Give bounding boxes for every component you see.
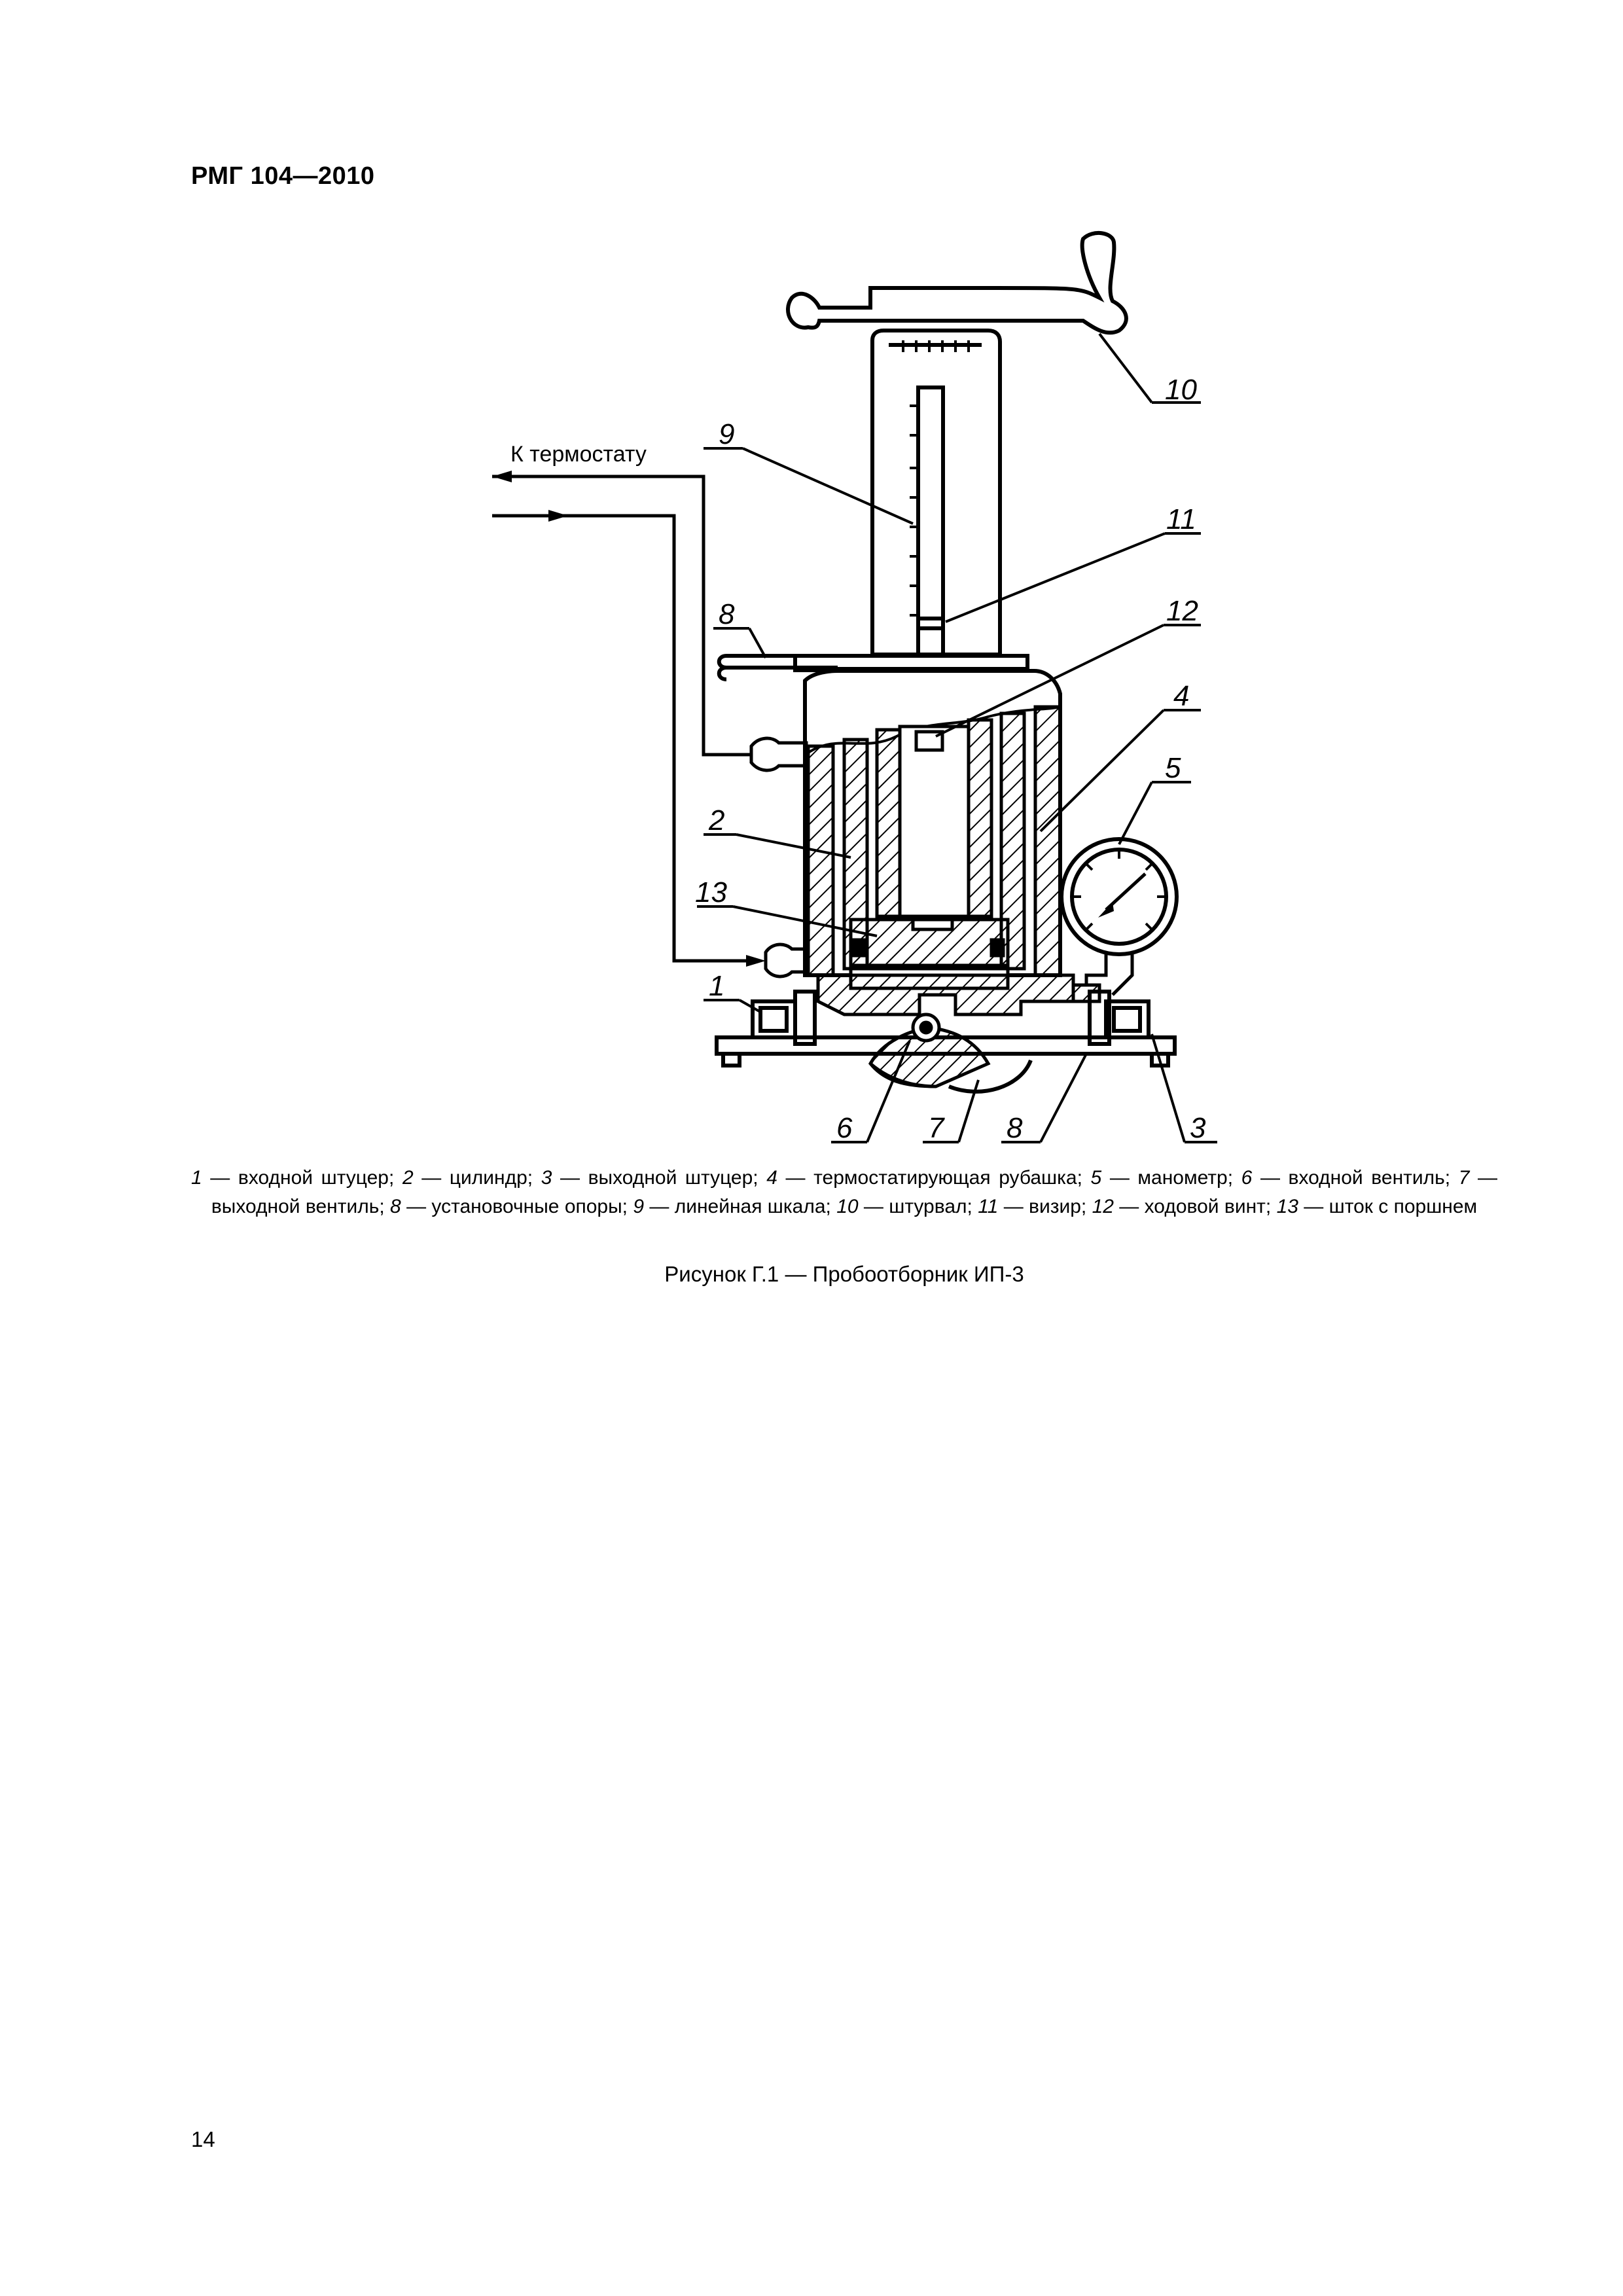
thermostat-pipes: [492, 471, 808, 977]
legend-text: — визир;: [998, 1196, 1092, 1217]
legend-number: 1: [191, 1167, 202, 1189]
callout-3: 3: [1190, 1112, 1206, 1144]
callout-5: 5: [1165, 752, 1181, 784]
document-header: РМГ 104—2010: [191, 162, 375, 190]
legend-text: — установочные опоры;: [401, 1196, 633, 1217]
legend-text: — выходной штуцер;: [552, 1167, 767, 1189]
legend-number: 6: [1241, 1167, 1253, 1189]
callout-10: 10: [1165, 374, 1197, 406]
figure-legend: [191, 1164, 1497, 1221]
cylinder: [877, 720, 991, 916]
callout-1: 1: [709, 970, 725, 1002]
base-block: [818, 975, 1099, 1014]
callout-8-bottom: 8: [1007, 1112, 1023, 1144]
callout-6: 6: [836, 1112, 853, 1144]
handwheel: [788, 233, 1126, 332]
legend-number: 7: [1458, 1167, 1470, 1189]
legend-number: 10: [836, 1196, 859, 1217]
legend-text: — шток с поршнем: [1298, 1196, 1478, 1217]
callout-8-top: 8: [719, 598, 735, 630]
callout-11: 11: [1166, 503, 1196, 535]
figure-caption: Рисунок Г.1 — Пробоотборник ИП-3: [664, 1262, 1024, 1286]
legend-text: — цилиндр;: [413, 1167, 541, 1189]
manometer: [1061, 839, 1177, 995]
legend-number: 5: [1090, 1167, 1102, 1189]
callout-2: 2: [709, 804, 725, 836]
callout-4: 4: [1173, 680, 1190, 712]
legend-number: 9: [633, 1196, 645, 1217]
legend-number: 2: [402, 1167, 414, 1189]
legend-number: 11: [978, 1196, 999, 1217]
legend-number: 13: [1276, 1196, 1298, 1217]
callout-12: 12: [1166, 595, 1198, 627]
legend-text: — ходовой винт;: [1113, 1196, 1277, 1217]
legend-text: — термостатирующая рубашка;: [777, 1167, 1091, 1189]
sampler-diagram: [458, 223, 1243, 1145]
legend-number: 12: [1092, 1196, 1114, 1217]
legend-text: — штурвал;: [858, 1196, 978, 1217]
legend-number: 8: [390, 1196, 401, 1217]
page-number: 14: [191, 2127, 215, 2151]
linear-scale: [910, 387, 943, 655]
scale-housing: [872, 331, 1000, 655]
pipe-label: К термостату: [510, 442, 647, 467]
legend-text: — входной вентиль;: [1252, 1167, 1459, 1189]
legend-number: 4: [766, 1167, 777, 1189]
legend-text: — манометр;: [1101, 1167, 1241, 1189]
legend-text: — входной штуцер;: [202, 1167, 402, 1189]
callout-13: 13: [695, 876, 727, 908]
callout-7: 7: [928, 1112, 944, 1144]
legend-number: 3: [541, 1167, 552, 1189]
legend-text: — линейная шкала;: [644, 1196, 837, 1217]
callout-9: 9: [719, 418, 735, 450]
legend-text: — выходной вентиль;: [211, 1167, 1498, 1217]
top-plate: [719, 656, 1027, 679]
